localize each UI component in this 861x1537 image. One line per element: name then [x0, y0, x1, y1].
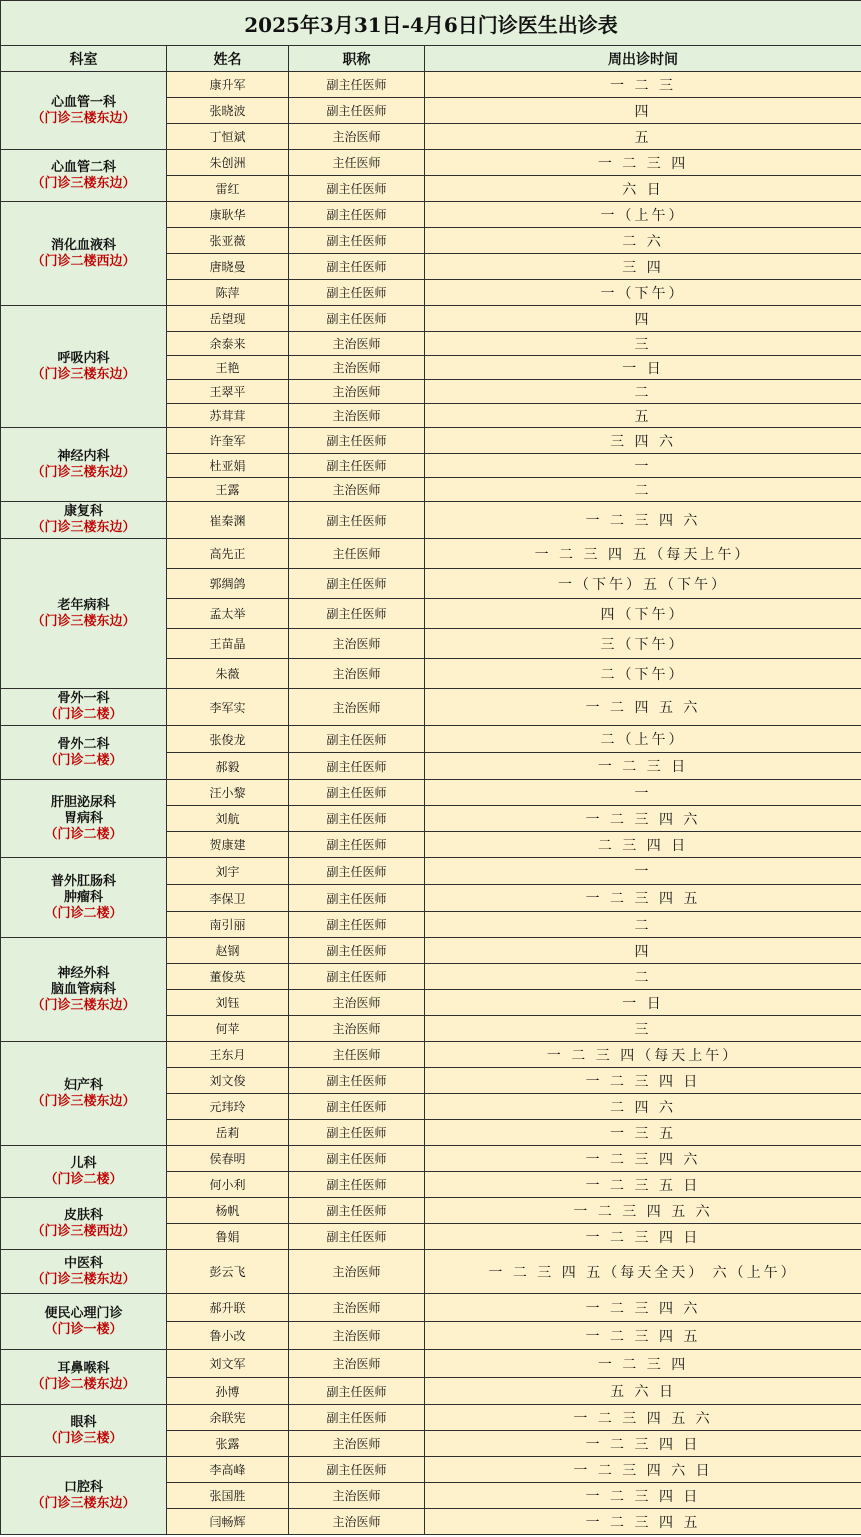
schedule-cell: 一 二 三 四 六 — [425, 1294, 861, 1322]
department-location: （门诊三楼） — [44, 1430, 123, 1446]
schedule-cell: 一 二 三 四 五 六 — [425, 1405, 861, 1431]
department-cell — [1, 1457, 167, 1535]
doctor-title-cell: 副主任医师 — [289, 454, 425, 478]
doctor-title-cell: 主治医师 — [289, 380, 425, 404]
schedule-cell: 四 — [425, 938, 861, 964]
doctor-name-cell: 郭绸鸽 — [167, 569, 289, 599]
table-row — [1, 726, 861, 753]
department-cell — [1, 689, 167, 726]
doctor-title-cell: 副主任医师 — [289, 964, 425, 990]
department-location: （门诊三楼东边） — [31, 997, 136, 1013]
doctor-title-cell: 副主任医师 — [289, 1172, 425, 1198]
table-row — [1, 1350, 861, 1378]
department-location: （门诊三楼东边） — [31, 613, 136, 629]
doctor-title-cell: 副主任医师 — [289, 502, 425, 539]
department-location: （门诊三楼东边） — [31, 1093, 136, 1109]
department-location: （门诊二楼） — [44, 1171, 123, 1187]
schedule-cell: 二（下午） — [425, 659, 861, 689]
doctor-name-cell: 元玮玲 — [167, 1094, 289, 1120]
doctor-title-cell: 主治医师 — [289, 1322, 425, 1350]
table-row — [1, 1146, 861, 1172]
doctor-name-cell: 孙博 — [167, 1378, 289, 1405]
doctor-title-cell: 主治医师 — [289, 1483, 425, 1509]
department-name: 骨外一科 — [57, 691, 110, 706]
department-name: 普外肛肠科 — [50, 873, 116, 889]
schedule-cell: 一 — [425, 454, 861, 478]
table-row — [1, 539, 861, 569]
schedule-cell: 一 二 三 四 — [425, 1350, 861, 1378]
table-row — [1, 1198, 861, 1224]
schedule-body — [1, 72, 861, 1535]
department-name: 儿科 — [70, 1155, 97, 1171]
doctor-name-cell: 郝毅 — [167, 753, 289, 780]
doctor-title-cell: 主任医师 — [289, 150, 425, 176]
doctor-name-cell: 汪小黎 — [167, 780, 289, 806]
doctor-name-cell: 丁恒斌 — [167, 124, 289, 150]
department-cell — [1, 1405, 167, 1457]
doctor-name-cell: 王苗晶 — [167, 629, 289, 659]
doctor-title-cell: 主任医师 — [289, 1042, 425, 1068]
schedule-cell: 一 二 三 四 五（每天全天） 六（上午） — [425, 1250, 861, 1294]
schedule-cell: 一 二 三 四 五 — [425, 1322, 861, 1350]
department-name: 中医科 — [63, 1255, 103, 1271]
department-name: 胃病科 — [63, 810, 103, 826]
schedule-cell: 五 — [425, 124, 861, 150]
schedule-cell: 一 — [425, 858, 861, 885]
schedule-cell: 二 六 — [425, 228, 861, 254]
schedule-cell: 五 — [425, 404, 861, 428]
table-row — [1, 502, 861, 539]
doctor-name-cell: 南引丽 — [167, 912, 289, 938]
department-name: 脑血管病科 — [50, 981, 116, 997]
doctor-title-cell: 副主任医师 — [289, 599, 425, 629]
table-row — [1, 938, 861, 964]
department-location: （门诊三楼东边） — [31, 366, 136, 382]
schedule-cell: 一 二 三 四 日 — [425, 1483, 861, 1509]
schedule-cell: 二 四 六 — [425, 1094, 861, 1120]
department-location: （门诊一楼） — [44, 1321, 123, 1337]
doctor-title-cell: 主治医师 — [289, 659, 425, 689]
doctor-name-cell: 赵钢 — [167, 938, 289, 964]
schedule-cell: 一（下午） — [425, 280, 861, 306]
department-cell — [1, 1294, 167, 1350]
doctor-name-cell: 张露 — [167, 1431, 289, 1457]
doctor-title-cell: 副主任医师 — [289, 1146, 425, 1172]
table-row — [1, 150, 861, 176]
table-row — [1, 1042, 861, 1068]
department-location: （门诊二楼） — [44, 826, 123, 842]
doctor-title-cell: 副主任医师 — [289, 280, 425, 306]
department-cell — [1, 726, 167, 780]
doctor-title-cell: 主治医师 — [289, 404, 425, 428]
schedule-cell: 一 二 三 — [425, 72, 861, 98]
header-schedule: 周出诊时间 — [425, 46, 861, 72]
department-cell — [1, 1146, 167, 1198]
doctor-title-cell: 主任医师 — [289, 539, 425, 569]
table-row — [1, 306, 861, 332]
department-location: （门诊三楼东边） — [31, 1495, 136, 1511]
doctor-name-cell: 郝升联 — [167, 1294, 289, 1322]
schedule-cell: 三 四 — [425, 254, 861, 280]
department-cell — [1, 938, 167, 1042]
department-cell — [1, 306, 167, 428]
doctor-title-cell: 副主任医师 — [289, 858, 425, 885]
doctor-name-cell: 陈萍 — [167, 280, 289, 306]
schedule-cell: 三 四 六 — [425, 428, 861, 454]
schedule-cell: 二 — [425, 912, 861, 938]
doctor-title-cell: 副主任医师 — [289, 176, 425, 202]
doctor-name-cell: 张晓波 — [167, 98, 289, 124]
doctor-title-cell: 副主任医师 — [289, 202, 425, 228]
department-cell — [1, 539, 167, 689]
table-row — [1, 1405, 861, 1431]
doctor-title-cell: 副主任医师 — [289, 72, 425, 98]
table-row — [1, 780, 861, 806]
doctor-name-cell: 张俊龙 — [167, 726, 289, 753]
schedule-cell: 四 — [425, 98, 861, 124]
table-row — [1, 202, 861, 228]
schedule-cell: 一 二 三 四 五 — [425, 1509, 861, 1535]
schedule-cell: 二（上午） — [425, 726, 861, 753]
department-cell — [1, 428, 167, 502]
department-location: （门诊三楼东边） — [31, 1271, 136, 1287]
table-row — [1, 1294, 861, 1322]
doctor-title-cell: 副主任医师 — [289, 726, 425, 753]
schedule-cell: 一 二 三 四 日 — [425, 1224, 861, 1250]
doctor-title-cell: 副主任医师 — [289, 1068, 425, 1094]
department-location: （门诊二楼西边） — [31, 253, 136, 269]
doctor-name-cell: 贺康建 — [167, 832, 289, 858]
doctor-title-cell: 主治医师 — [289, 1509, 425, 1535]
department-name: 骨外二科 — [57, 736, 110, 752]
doctor-title-cell: 副主任医师 — [289, 254, 425, 280]
department-location: （门诊二楼） — [44, 752, 123, 768]
schedule-cell: 二 三 四 日 — [425, 832, 861, 858]
department-name: 消化血液科 — [50, 237, 116, 253]
department-location: （门诊三楼东边） — [31, 464, 136, 480]
doctor-name-cell: 刘文俊 — [167, 1068, 289, 1094]
department-cell — [1, 780, 167, 858]
doctor-name-cell: 许奎军 — [167, 428, 289, 454]
header-department: 科室 — [1, 46, 167, 72]
department-location: （门诊二楼） — [44, 905, 123, 921]
department-name: 神经内科 — [57, 448, 110, 464]
department-cell — [1, 1350, 167, 1405]
schedule-cell: 一 二 四 五 六 — [425, 689, 861, 726]
schedule-cell: 一 二 三 四 六 — [425, 502, 861, 539]
department-name: 皮肤科 — [63, 1207, 103, 1223]
table-row — [1, 1250, 861, 1294]
doctor-title-cell: 副主任医师 — [289, 98, 425, 124]
doctor-name-cell: 刘文军 — [167, 1350, 289, 1378]
department-cell — [1, 202, 167, 306]
doctor-name-cell: 雷红 — [167, 176, 289, 202]
doctor-title-cell: 副主任医师 — [289, 1198, 425, 1224]
department-cell — [1, 858, 167, 938]
schedule-cell: 一 二 三 五 日 — [425, 1172, 861, 1198]
schedule-cell: 二 — [425, 380, 861, 404]
department-location: （门诊三楼东边） — [31, 520, 136, 535]
doctor-name-cell: 李保卫 — [167, 885, 289, 912]
schedule-cell: 六 日 — [425, 176, 861, 202]
doctor-name-cell: 高先正 — [167, 539, 289, 569]
doctor-name-cell: 孟太举 — [167, 599, 289, 629]
doctor-title-cell: 副主任医师 — [289, 1224, 425, 1250]
department-location: （门诊三楼东边） — [31, 110, 136, 126]
doctor-title-cell: 副主任医师 — [289, 806, 425, 832]
schedule-cell: 一 日 — [425, 356, 861, 380]
department-name: 呼吸内科 — [57, 350, 110, 366]
department-name: 神经外科 — [57, 965, 110, 981]
doctor-name-cell: 杨帆 — [167, 1198, 289, 1224]
doctor-name-cell: 王翠平 — [167, 380, 289, 404]
doctor-name-cell: 王露 — [167, 478, 289, 502]
doctor-title-cell: 主治医师 — [289, 1350, 425, 1378]
department-name: 肝胆泌尿科 — [50, 794, 116, 810]
department-location: （门诊三楼东边） — [31, 175, 136, 191]
doctor-title-cell: 主治医师 — [289, 1250, 425, 1294]
doctor-name-cell: 董俊英 — [167, 964, 289, 990]
department-cell — [1, 502, 167, 539]
table-row — [1, 428, 861, 454]
department-location: （门诊三楼西边） — [31, 1223, 136, 1239]
doctor-title-cell: 主治医师 — [289, 990, 425, 1016]
doctor-title-cell: 主治医师 — [289, 1431, 425, 1457]
table-row — [1, 1457, 861, 1483]
doctor-name-cell: 康耿华 — [167, 202, 289, 228]
doctor-title-cell: 主治医师 — [289, 1016, 425, 1042]
department-name: 心血管一科 — [50, 94, 116, 110]
doctor-name-cell: 余联宪 — [167, 1405, 289, 1431]
department-cell — [1, 72, 167, 150]
doctor-title-cell: 副主任医师 — [289, 1094, 425, 1120]
schedule-cell: 一 二 三 四 日 — [425, 1068, 861, 1094]
doctor-title-cell: 副主任医师 — [289, 912, 425, 938]
doctor-name-cell: 杜亚娟 — [167, 454, 289, 478]
doctor-title-cell: 副主任医师 — [289, 1457, 425, 1483]
schedule-cell: 一 二 三 四（每天上午） — [425, 1042, 861, 1068]
department-cell — [1, 1042, 167, 1146]
schedule-cell: 一 二 三 四 五 — [425, 885, 861, 912]
doctor-title-cell: 副主任医师 — [289, 1378, 425, 1405]
doctor-name-cell: 岳莉 — [167, 1120, 289, 1146]
doctor-title-cell: 副主任医师 — [289, 569, 425, 599]
department-name: 便民心理门诊 — [44, 1305, 123, 1321]
doctor-name-cell: 朱薇 — [167, 659, 289, 689]
doctor-title-cell: 主治医师 — [289, 1294, 425, 1322]
header-doctor-name: 姓名 — [167, 46, 289, 72]
doctor-name-cell: 王艳 — [167, 356, 289, 380]
doctor-name-cell: 闫畅辉 — [167, 1509, 289, 1535]
doctor-name-cell: 朱创洲 — [167, 150, 289, 176]
doctor-name-cell: 刘航 — [167, 806, 289, 832]
schedule-cell: 三 — [425, 1016, 861, 1042]
schedule-cell: 五 六 日 — [425, 1378, 861, 1405]
doctor-title-cell: 副主任医师 — [289, 228, 425, 254]
header-row — [1, 46, 861, 72]
doctor-title-cell: 副主任医师 — [289, 1405, 425, 1431]
schedule-cell: 一 二 三 日 — [425, 753, 861, 780]
department-name: 眼科 — [70, 1414, 97, 1430]
table-row — [1, 858, 861, 885]
doctor-name-cell: 苏茸茸 — [167, 404, 289, 428]
schedule-cell: 一 二 三 四 六 日 — [425, 1457, 861, 1483]
doctor-title-cell: 副主任医师 — [289, 1120, 425, 1146]
doctor-title-cell: 主治医师 — [289, 478, 425, 502]
doctor-title-cell: 副主任医师 — [289, 885, 425, 912]
doctor-title-cell: 主治医师 — [289, 356, 425, 380]
doctor-title-cell: 副主任医师 — [289, 780, 425, 806]
doctor-name-cell: 鲁小改 — [167, 1322, 289, 1350]
schedule-cell: 一 — [425, 780, 861, 806]
doctor-name-cell: 鲁娟 — [167, 1224, 289, 1250]
doctor-name-cell: 彭云飞 — [167, 1250, 289, 1294]
doctor-title-cell: 副主任医师 — [289, 753, 425, 780]
schedule-cell: 一 二 三 四 六 — [425, 806, 861, 832]
table-row — [1, 689, 861, 726]
schedule-cell: 三（下午） — [425, 629, 861, 659]
department-name: 肿瘤科 — [63, 889, 103, 905]
header-doctor-title: 职称 — [289, 46, 425, 72]
doctor-title-cell: 副主任医师 — [289, 832, 425, 858]
page-title: 2025年3月31日-4月6日门诊医生出诊表 — [1, 1, 861, 46]
schedule-cell: 一 二 三 四 五（每天上午） — [425, 539, 861, 569]
department-cell — [1, 1198, 167, 1250]
department-name: 康复科 — [63, 504, 103, 519]
department-name: 口腔科 — [63, 1479, 103, 1495]
schedule-cell: 一（上午） — [425, 202, 861, 228]
doctor-name-cell: 何苹 — [167, 1016, 289, 1042]
doctor-name-cell: 岳望现 — [167, 306, 289, 332]
schedule-cell: 四 — [425, 306, 861, 332]
doctor-title-cell: 主治医师 — [289, 629, 425, 659]
department-name: 耳鼻喉科 — [57, 1361, 110, 1376]
schedule-cell: 一 二 三 四 五 六 — [425, 1198, 861, 1224]
schedule-cell: 一 三 五 — [425, 1120, 861, 1146]
table-row — [1, 72, 861, 98]
title-row — [1, 1, 861, 46]
schedule-cell: 一（下午）五（下午） — [425, 569, 861, 599]
department-name: 老年病科 — [57, 597, 110, 613]
schedule-cell: 一 二 三 四 六 — [425, 1146, 861, 1172]
doctor-title-cell: 副主任医师 — [289, 306, 425, 332]
doctor-name-cell: 张亚薇 — [167, 228, 289, 254]
department-cell — [1, 1250, 167, 1294]
doctor-name-cell: 崔秦渊 — [167, 502, 289, 539]
doctor-name-cell: 唐晓曼 — [167, 254, 289, 280]
doctor-name-cell: 康升军 — [167, 72, 289, 98]
doctor-name-cell: 张国胜 — [167, 1483, 289, 1509]
schedule-cell: 一 日 — [425, 990, 861, 1016]
schedule-cell: 二 — [425, 478, 861, 502]
department-name: 妇产科 — [63, 1077, 103, 1093]
doctor-title-cell: 副主任医师 — [289, 428, 425, 454]
doctor-name-cell: 侯春明 — [167, 1146, 289, 1172]
department-location: （门诊二楼东边） — [31, 1377, 136, 1392]
doctor-name-cell: 何小利 — [167, 1172, 289, 1198]
doctor-name-cell: 李高峰 — [167, 1457, 289, 1483]
schedule-cell: 一 二 三 四 日 — [425, 1431, 861, 1457]
department-location: （门诊二楼） — [44, 707, 123, 722]
doctor-name-cell: 余泰来 — [167, 332, 289, 356]
doctor-title-cell: 主治医师 — [289, 332, 425, 356]
doctor-title-cell: 主治医师 — [289, 689, 425, 726]
department-name: 心血管二科 — [50, 159, 116, 175]
doctor-name-cell: 刘宇 — [167, 858, 289, 885]
schedule-cell: 四（下午） — [425, 599, 861, 629]
doctor-name-cell: 李军实 — [167, 689, 289, 726]
department-cell — [1, 150, 167, 202]
doctor-name-cell: 王东月 — [167, 1042, 289, 1068]
doctor-title-cell: 主治医师 — [289, 124, 425, 150]
schedule-cell: 一 二 三 四 — [425, 150, 861, 176]
doctor-name-cell: 刘钰 — [167, 990, 289, 1016]
schedule-cell: 二 — [425, 964, 861, 990]
schedule-cell: 三 — [425, 332, 861, 356]
doctor-title-cell: 副主任医师 — [289, 938, 425, 964]
